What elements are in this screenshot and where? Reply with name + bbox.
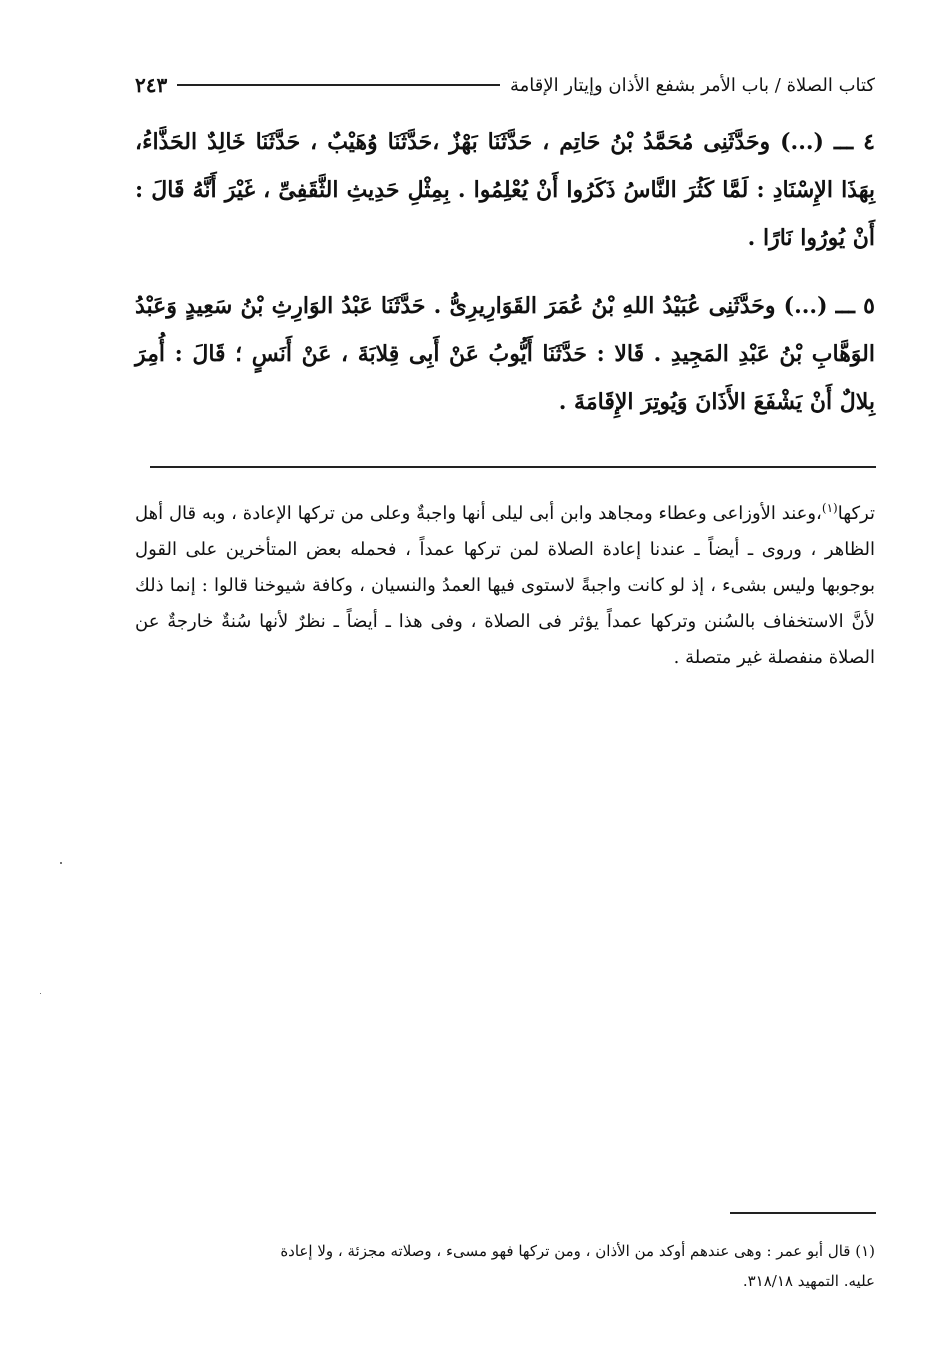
commentary-lead: تركها xyxy=(837,503,875,524)
scan-speck xyxy=(60,862,62,864)
section-divider xyxy=(150,466,876,468)
running-title: كتاب الصلاة / باب الأمر بشفع الأذان وإيتار الإقامة xyxy=(509,74,875,96)
header-rule xyxy=(177,84,500,86)
footnote-rule xyxy=(730,1212,876,1214)
footnote xyxy=(135,1236,875,1296)
footnote-line: (١) قال أبو عمر : وهى عندهم أوكد من الأذان ، ومن تركها فهو مسىء ، وصلاته مجزئة ، ولا إعادة xyxy=(280,1242,875,1260)
footnote-line: عليه. التمهيد ٣١٨/١٨. xyxy=(742,1272,875,1290)
commentary-text: ،وعند الأوزاعى وعطاء ومجاهد وابن أبى ليلى أنها واجبةٌ وعلى من تركها الإعادة ، وبه قال أهل الظاهر ، وروى ـ أيضاً ـ عندنا إعادة الصلاة لمن تركها عمداً ، فحمله بعض المتأخرين على القول بوجوبها وليس بشىء ، إذ لو كانت واجبةً لاستوى فيها العمدُ والنسيان ، وكافة شيوخنا قالوا : إنما ذلك لأنَّ الاستخفاف بالسُنن وتركها عمداً يؤثر فى الصلاة ، وفى هذا ـ أيضاً ـ نظرٌ لأنها سُنةٌ خارجةٌ عن الصلاة منفصلة غير متصلة . xyxy=(135,503,875,668)
page-number: ٢٤٣ xyxy=(135,73,168,97)
hadith-section xyxy=(135,118,875,426)
commentary-paragraph xyxy=(135,490,875,676)
hadith-paragraph: ٥ ـــ (...) وحَدَّثَنِى عُبَيْدُ اللهِ بْنُ عُمَرَ القَوَارِيرِىُّ . حَدَّثَنَا عَبْدُ الوَارِثِ بْنُ سَعِيدٍ وَعَبْدُ الوَهَّابِ بْنُ عَبْدِ المَجِيدِ . قَالا : حَدَّثَنَا أَيُّوبُ عَنْ أَبِى قِلابَةَ ، عَنْ أَنَسٍ ؛ قَالَ : أُمِرَ بِلالٌ أَنْ يَشْفَعَ الأَذَانَ وَيُوتِرَ الإِقَامَةَ . xyxy=(135,293,875,415)
page-header xyxy=(135,68,875,102)
footnote-reference: (١) xyxy=(821,501,838,515)
hadith-paragraph: ٤ ـــ (...) وحَدَّثَنِى مُحَمَّدُ بْنُ حَاتِم ، حَدَّثَنَا بَهْزٌ ،حَدَّثَنَا وُهَيْبٌ ، حَدَّثَنَا خَالِدٌ الحَذَّاءُ، بِهَذَا الإِسْنَادِ : لَمَّا كَثُرَ النَّاسُ ذَكَرُوا أَنْ يُعْلِمُوا . بِمِثْلِ حَدِيثِ الثَّقَفِىِّ ، غَيْرَ أَنَّهُ قَالَ : أَنْ يُورُوا نَارًا . xyxy=(135,129,875,251)
scan-speck xyxy=(40,993,41,994)
